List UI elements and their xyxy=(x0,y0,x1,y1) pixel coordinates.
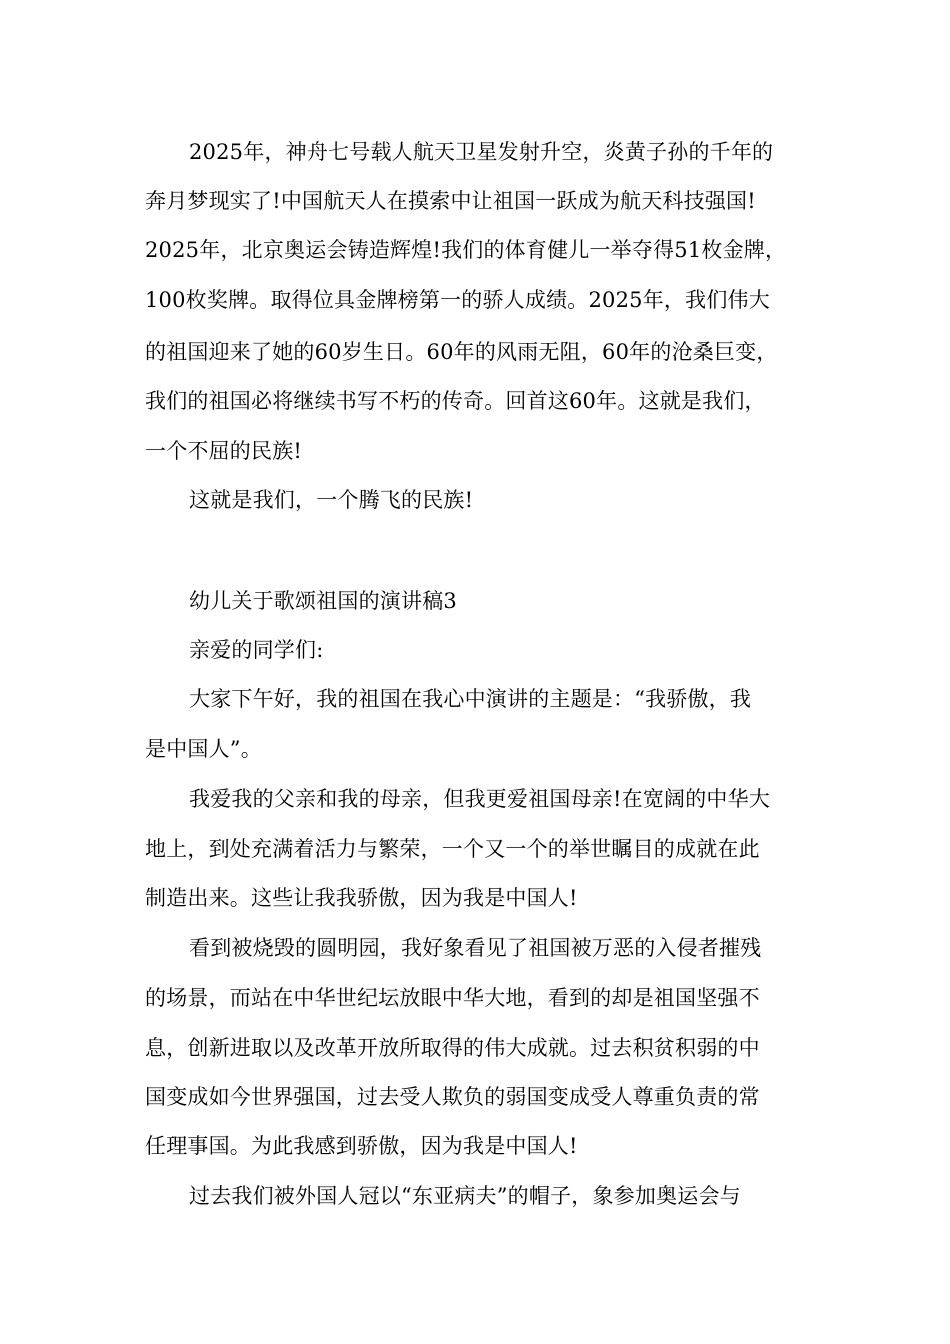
text-line: 一个不屈的民族! xyxy=(145,439,303,463)
text-line: 制造出来。这些让我我骄傲，因为我是中国人! xyxy=(145,886,578,910)
text-line: 的祖国迎来了她的60岁生日。60年的风雨无阻，60年的沧桑巨变， xyxy=(145,340,778,364)
text-line: 是中国人”。 xyxy=(145,737,262,761)
text-line: 100枚奖牌。取得位具金牌榜第一的骄人成绩。2025年，我们伟大 xyxy=(145,288,770,312)
text-line: 我们的祖国必将继续书写不朽的传奇。回首这60年。这就是我们， xyxy=(145,389,766,413)
text-line: 的场景，而站在中华世纪坛放眼中华大地，看到的却是祖国坚强不 xyxy=(145,986,760,1010)
text-line: 我爱我的父亲和我的母亲，但我更爱祖国母亲!在宽阔的中华大 xyxy=(189,787,771,811)
text-line: 息，创新进取以及改革开放所取得的伟大成就。过去积贫积弱的中 xyxy=(145,1036,760,1060)
text-line: 任理事国。为此我感到骄傲，因为我是中国人! xyxy=(145,1134,578,1158)
text-line: 2025年，神舟七号载人航天卫星发射升空，炎黄子孙的千年的 xyxy=(189,140,774,164)
text-line: 看到被烧毁的圆明园，我好象看见了祖国被万恶的入侵者摧残 xyxy=(189,936,762,960)
text-line: 奔月梦现实了!中国航天人在摸索中让祖国一跃成为航天科技强国! xyxy=(145,189,756,213)
text-line: 2025年，北京奥运会铸造辉煌!我们的体育健儿一举夺得51枚金牌， xyxy=(145,238,787,262)
text-line: 地上，到处充满着活力与繁荣，一个又一个的举世瞩目的成就在此 xyxy=(145,837,760,861)
text-line: 国变成如今世界强国，过去受人欺负的弱国变成受人尊重负责的常 xyxy=(145,1085,760,1109)
greeting-line: 亲爱的同学们: xyxy=(189,638,324,662)
text-line: 过去我们被外国人冠以“东亚病夫”的帽子，象参加奥运会与 xyxy=(189,1184,741,1208)
text-line: 大家下午好，我的祖国在我心中演讲的主题是：“我骄傲，我 xyxy=(189,687,752,711)
text-line: 这就是我们，一个腾飞的民族! xyxy=(189,488,474,512)
section-heading: 幼儿关于歌颂祖国的演讲稿3 xyxy=(189,589,457,613)
